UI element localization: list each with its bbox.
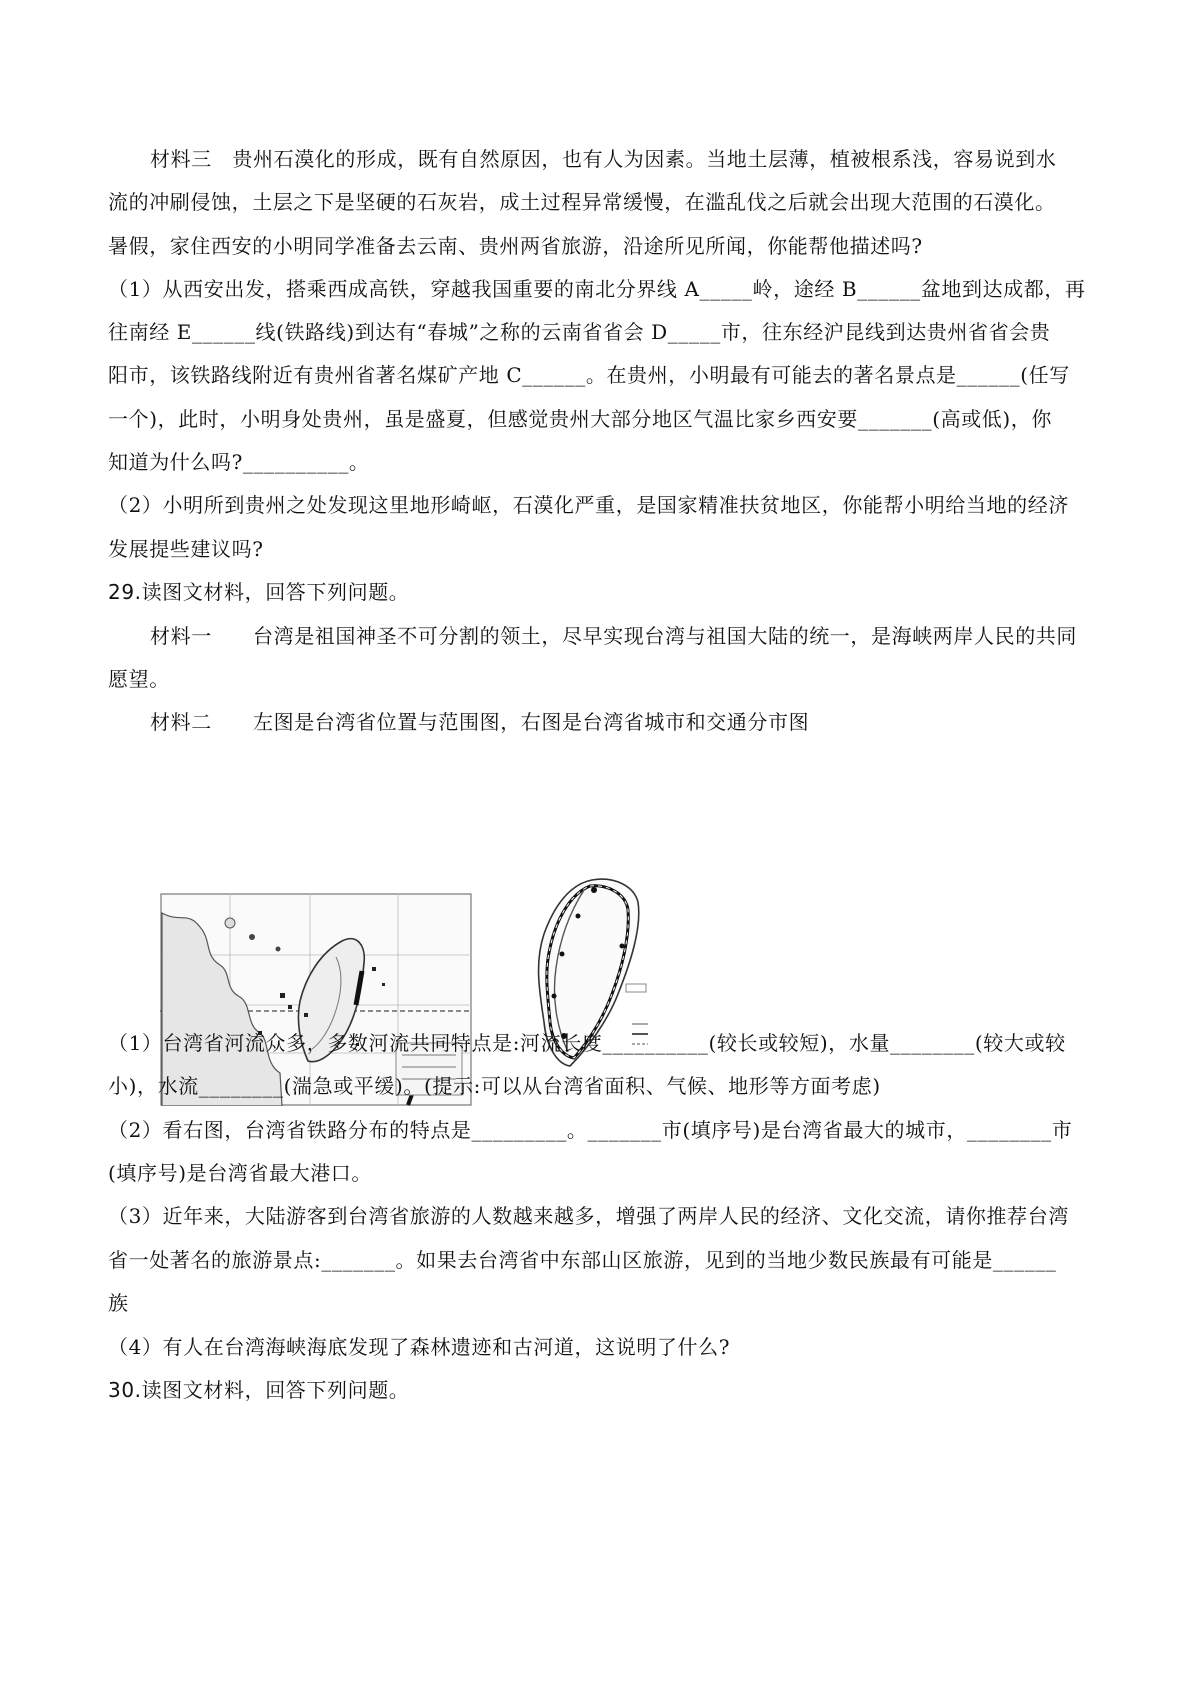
q29-part1-line2: 小)，水流________(湍急或平缓)。(提示:可以从台湾省面积、气候、地形等方面考虑) [108, 1074, 881, 1098]
q29-part4: （4）有人在台湾海峡海底发现了森林遗迹和古河道，这说明了什么? [108, 1335, 731, 1359]
q28-part1-line1: （1）从西安出发，搭乘西成高铁，穿越我国重要的南北分界线 A_____岭，途经 B______盆地到达成都，再 [108, 277, 1086, 301]
q28-part2-line2: 发展提些建议吗? [108, 537, 264, 561]
q29-part2-line2: (填序号)是台湾省最大港口。 [108, 1161, 373, 1185]
q28-part2-line1: （2）小明所到贵州之处发现这里地形崎岖，石漠化严重，是国家精准扶贫地区，你能帮小明给当地的经济 [108, 493, 1069, 517]
q29-material1-line2: 愿望。 [108, 667, 170, 691]
q29-part1-line1: （1）台湾省河流众多，多数河流共同特点是:河流长度__________(较长或较短)，水量________(较大或较 [108, 1031, 1066, 1055]
q29-title: 29.读图文材料，回答下列问题。 [108, 580, 410, 604]
q29-part3-line2: 省一处著名的旅游景点:_______。如果去台湾省中东部山区旅游，见到的当地少数民族最有可能是______ [108, 1248, 1057, 1272]
q28-material3-line1: 材料三 贵州石漠化的形成，既有自然原因，也有人为因素。当地土层薄，植被根系浅，容易说到水 [150, 147, 1057, 171]
q28-material3-line2: 流的冲刷侵蚀，土层之下是坚硬的石灰岩，成土过程异常缓慢，在滥乱伐之后就会出现大范围的石漠化。 [108, 190, 1056, 214]
q29-material2: 材料二 左图是台湾省位置与范围图，右图是台湾省城市和交通分市图 [150, 710, 810, 734]
q28-part1-line2: 往南经 E______线(铁路线)到达有“春城”之称的云南省省会 D_____市，往东经沪昆线到达贵州省省会贵 [108, 320, 1051, 344]
q28-part1-line3: 阳市，该铁路线附近有贵州省著名煤矿产地 C______。在贵州，小明最有可能去的著名景点是______(任写 [108, 363, 1070, 387]
q28-intro: 暑假，家住西安的小明同学准备去云南、贵州两省旅游，沿途所见所闻，你能帮他描述吗? [108, 234, 923, 258]
q28-part1-line5: 知道为什么吗?__________。 [108, 450, 370, 474]
q28-part1-line4: 一个)，此时，小明身处贵州，虽是盛夏，但感觉贵州大部分地区气温比家乡西安要_______(高或低)，你 [108, 407, 1053, 431]
q29-material1-line1: 材料一 台湾是祖国神圣不可分割的领土，尽早实现台湾与祖国大陆的统一，是海峡两岸人民的共同 [150, 624, 1077, 648]
q29-part3-line3: 族 [108, 1291, 129, 1315]
q30-title: 30.读图文材料，回答下列问题。 [108, 1378, 410, 1402]
q29-part2-line1: （2）看右图，台湾省铁路分布的特点是_________。_______市(填序号)是台湾省最大的城市，________市 [108, 1118, 1073, 1142]
q29-part3-line1: （3）近年来，大陆游客到台湾省旅游的人数越来越多，增强了两岸人民的经济、文化交流，请你推荐台湾 [108, 1204, 1069, 1228]
